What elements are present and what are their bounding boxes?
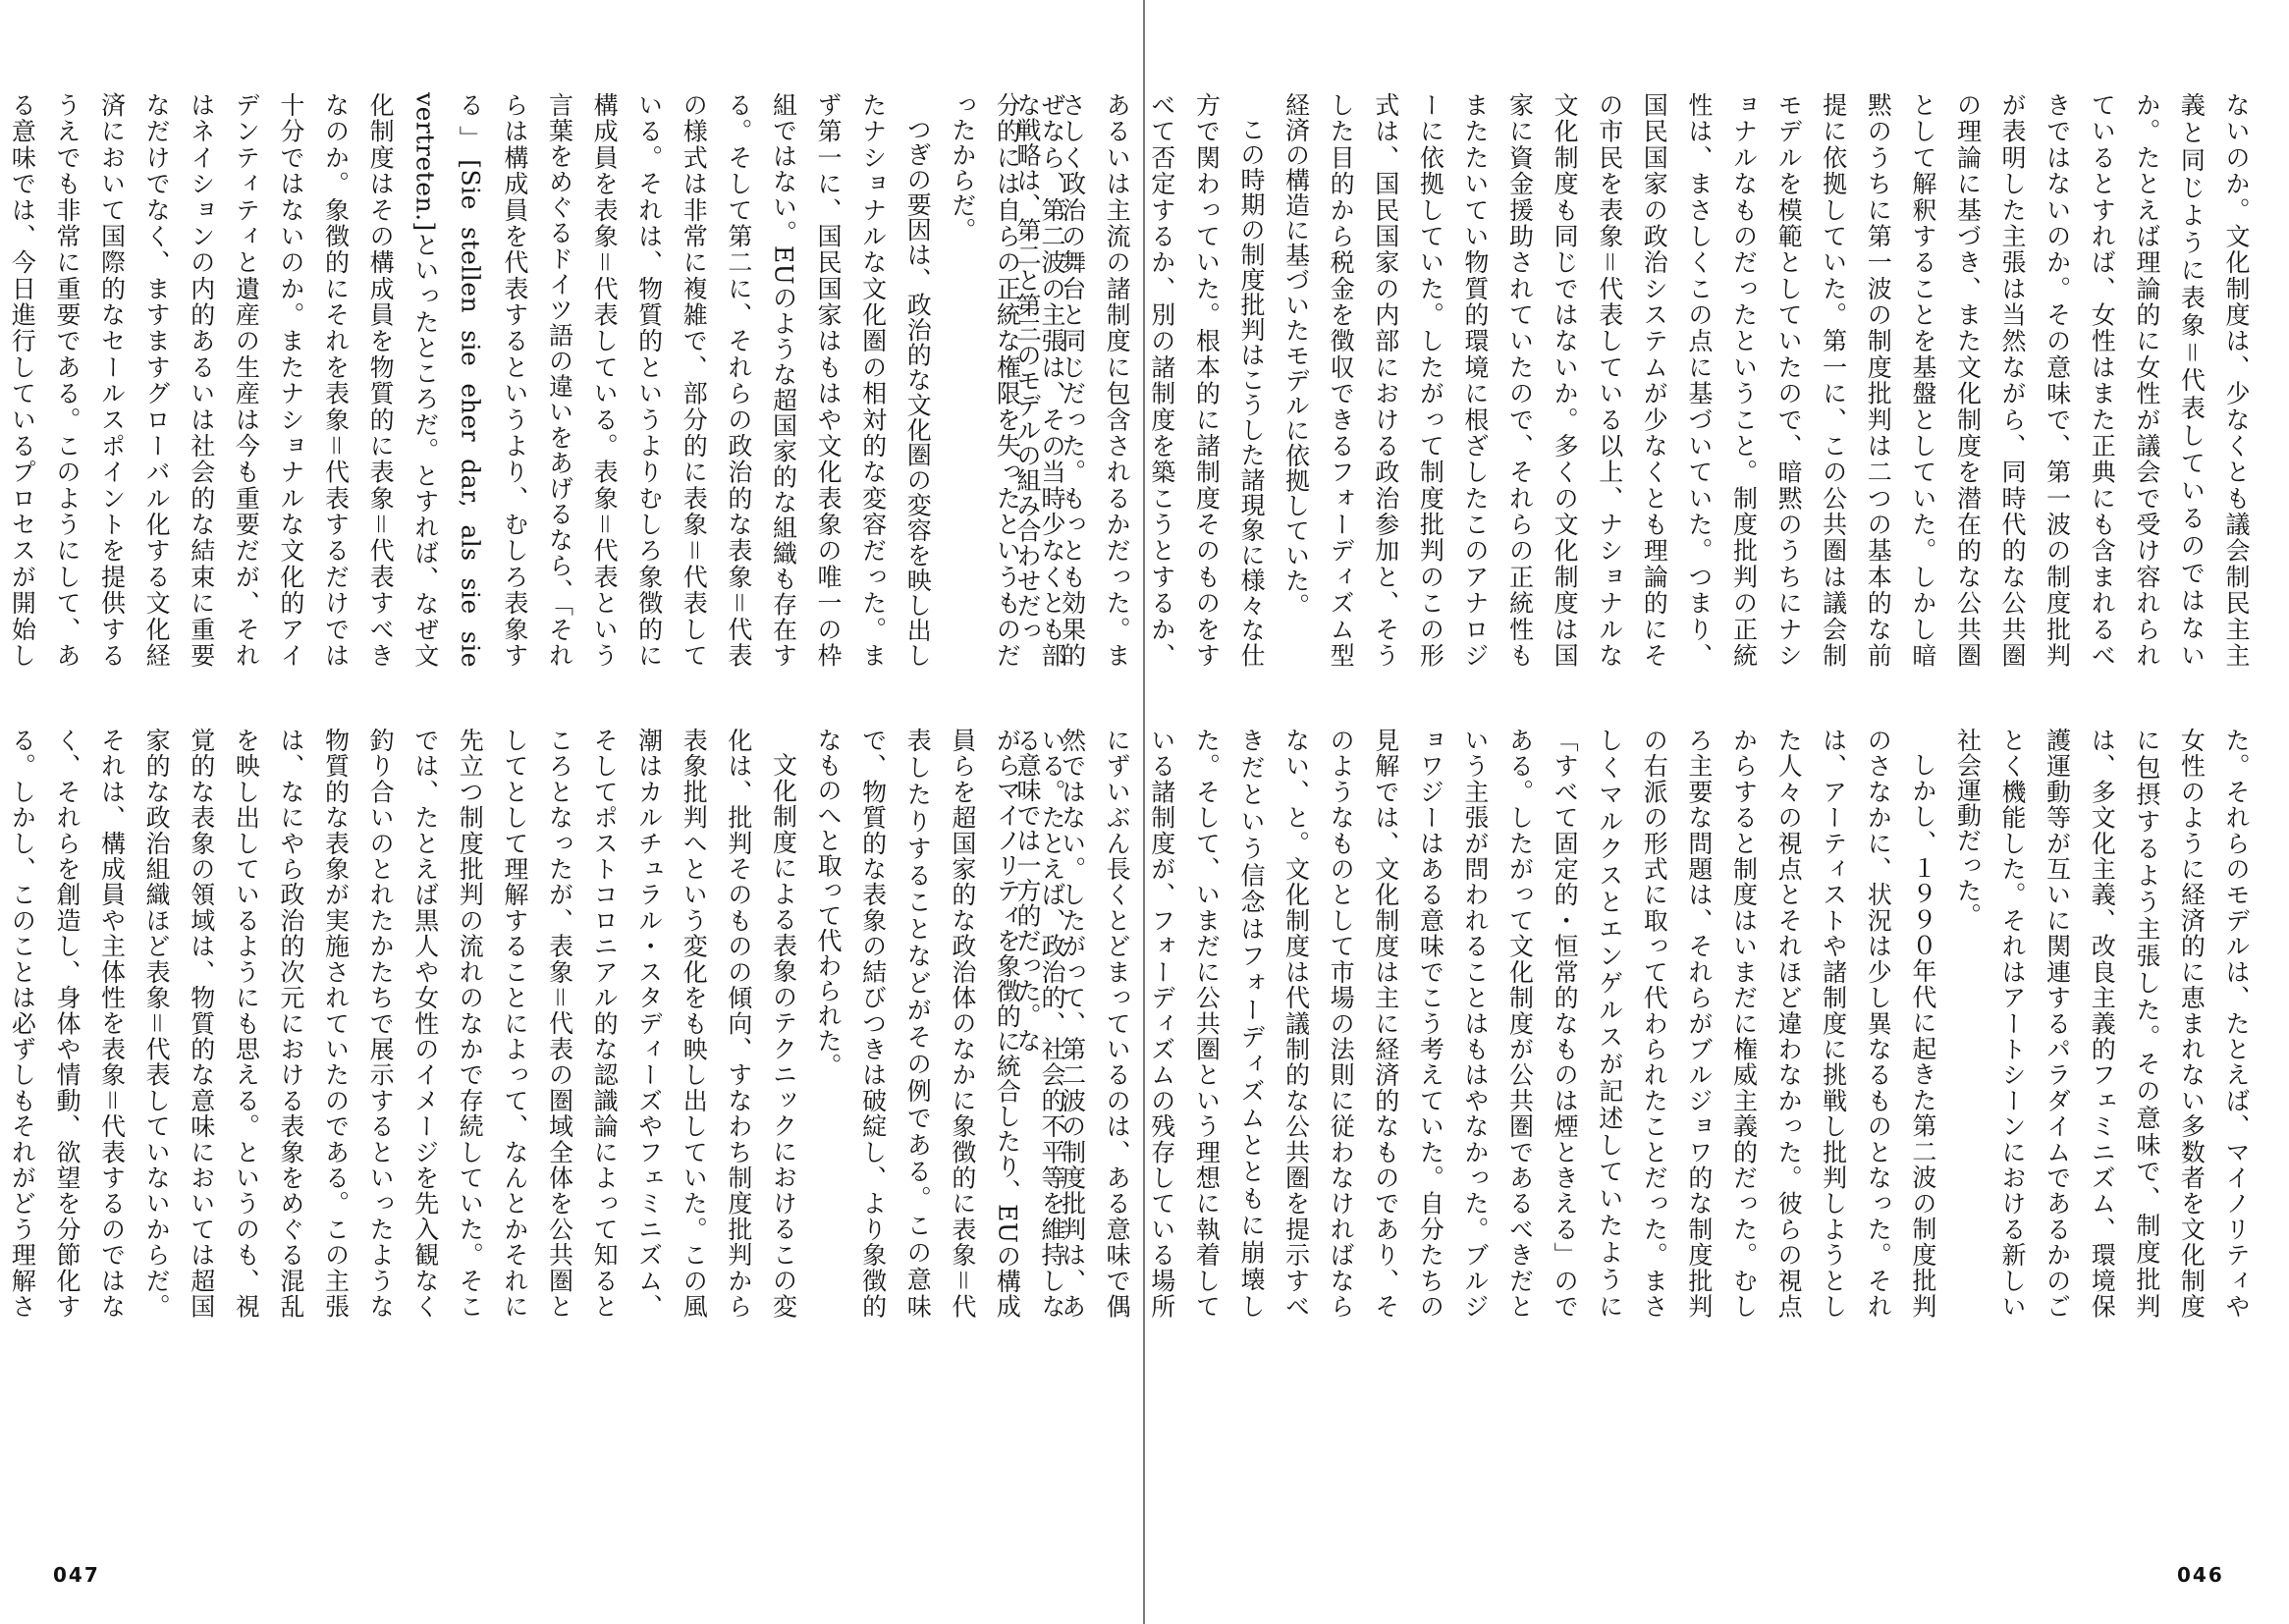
right-page-lower-text-block xyxy=(1012,728,2259,1319)
left-page-number: 047 xyxy=(53,1563,100,1587)
right-page xyxy=(1012,0,2289,1624)
left-lower-paragraph-1: いる。たとえば、政治的、社会的不平等を維持しながらマイノリティを象徴的に統合したり、EUの構成員らを超国家的な政治体のなかに象徴的に表象＝代表したりすることなどがその例である。この意味で、物質的な表象の結びつきは破綻し、より象徴的なものへと取って代わられた。 xyxy=(814,728,1066,1320)
left-page xyxy=(0,0,1143,1624)
left-upper-paragraph-2: つぎの要因は、政治的な文化圏の変容を映し出したナショナルな文化圏の相対的な変容だった。まず第一に、国民国家はもはや文化表象の唯一の枠組ではない。EUのような超国家的な組織も存在する。そして第二に、それらの政治的な表象＝代表の様式は非常に複雑で、部分的に表象＝代表している。それは、物質的というよりむしろ象徴的に構成員を表象＝代表している。表象＝代表という言葉をめぐるドイツ語の違いをあげるなら、「それらは構成員を代表するというより、むしろ表象する」[Sie stellen sie eher dar, als sie sie vertreten.]といったところだ。とすれば、なぜ文化制度はその構成員を物質的に表象＝代表すべきなのか。象徴的にそれを表象＝代表するだけでは十分ではないのか。またナショナルな文化的アイデンティティと遺産の生産は今も重要だが、それはネイションの内的あるいは社会的な結束に重要なだけでなく、ますますグローバル化する文化経済において国際的なセールスポイントを提供するうえでも非常に重要である。このようにして、ある意味では、今日進行しているプロセスが開始し xyxy=(8,92,933,669)
left-lower-paragraph-2: 文化制度による表象のテクニックにおけるこの変化は、批判そのものの傾向、すなわち制度批判から表象批判へという変化をも映し出していた。この風潮はカルチュラル・スタディーズやフェミニズム、そしてポストコロニアル的な認識論によって知るところとなったが、表象＝代表の圏域全体を公共圏としてとして理解することによって、なんとかそれに先立つ制度批判の流れのなかで存続していた。そこでは、たとえば黒人や女性のイメージを先入観なく釣り合いのとれたかたちで展示するといったような物質的な表象が実施されていたのである。この主張は、なにやら政治的次元における表象をめぐる混乱を映し出しているようにも思える。というのも、視覚的な表象の領域は、物質的な意味においては超国家的な政治組織ほど表象＝代表していないからだ。それは、構成員や主体性を表象＝代表するのではなく、それらを創造し、身体や情動、欲望を分節化する。しかし、このことは必ずしもそれがどう理解さ xyxy=(8,728,798,1319)
right-upper-paragraph-2: この時期の制度批判はこうした諸現象に様々な仕方で関わっていた。根本的に諸制度そのものをすべて否定するか、別の諸制度を築こうとするか、あるいは主流の諸制度に包含されるかだった。まさしく政治の舞台と同じだった。もっとも効果的な戦略は、第二と第三のモデルの組み合わせだっ xyxy=(1012,92,1266,669)
left-upper-paragraph-1: ぜなら、第二波の主張は、その当時少なくとも部分的には自らの正統な権限を失ったというものだったからだ。 xyxy=(948,92,1066,668)
right-upper-paragraph-1: ないのか。文化制度は、少なくとも議会制民主主義と同じように表象＝代表しているのではないか。たとえば理論的に女性が議会で受け容れられているとすれば、女性はまた正典にも含まれるべきではないのか。その意味で、第一波の制度批判が表明した主張は当然ながら、同時代的な公共圏の理論に基づき、また文化制度を潜在的な公共圏として解釈することを基盤としていた。しかし暗黙のうちに第一波の制度批判は二つの基本的な前提に依拠していた。第一に、この公共圏は議会制モデルを模範としていたので、暗黙のうちにナショナルなものだったということ。制度批判の正統性は、まさしくこの点に基づいていた。つまり、国民国家の政治システムが少なくとも理論的にその市民を表象＝代表している以上、ナショナルな文化制度も同じではないか。多くの文化制度は国家に資金援助されていたので、それらの正統性もまたたいてい物質的環境に根ざしたこのアナロジーに依拠していた。したがって制度批判のこの形式は、国民国家の内部における政治参加と、そうした目的から税金を徴収できるフォーディズム型経済の構造に基づいたモデルに依拠していた。 xyxy=(1281,92,2251,669)
right-lower-paragraph-2: しかし、１９９０年代に起きた第二波の制度批判のさなかに、状況は少し異なるものとなった。それは、アーティストや諸制度に挑戦し批判しようとした人々の視点とそれほど違わなかった。彼らの視点からすると制度はいまだに権威主義的だった。むしろ主要な問題は、それらがブルジョワ的な制度批判の右派の形式に取って代わられたことだった。まさしくマルクスとエンゲルスが記述していたように「すべて固定的・恒常的なものは煙ときえる」のである。したがって文化制度が公共圏であるべきだという主張が問われることはもはやなかった。ブルジョワジーはある意味でこう考えていた。自分たちの見解では、文化制度は主に経済的なものであり、そのようなものとして市場の法則に従わなければならない、と。文化制度は代議制的な公共圏を提示すべきだという信念はフォーディズムとともに崩壊した。そして、いまだに公共圏という理想に執着している諸制度が、フォーディズムの残存している場所にずいぶん長くとどまっているのは、ある意味で偶然ではない。したがって、第二波の制度批判は、ある意味では一方的だった。な xyxy=(1012,728,1937,1319)
left-page-lower-text-block xyxy=(8,728,1074,1320)
right-page-number: 046 xyxy=(2177,1563,2224,1587)
left-page-upper-text-block xyxy=(8,92,1074,669)
right-lower-paragraph-1: た。それらのモデルは、たとえば、マイノリティや女性のように経済的に恵まれない多数者を文化制度に包摂するよう主張した。その意味で、制度批判は、多文化主義、改良主義的フェミニズム、環境保護運動等が互いに関連するパラダイムであるかのごとく機能した。それはアートシーンにおける新しい社会運動だった。 xyxy=(1953,728,2251,1319)
right-page-upper-text-block xyxy=(1012,92,2259,669)
